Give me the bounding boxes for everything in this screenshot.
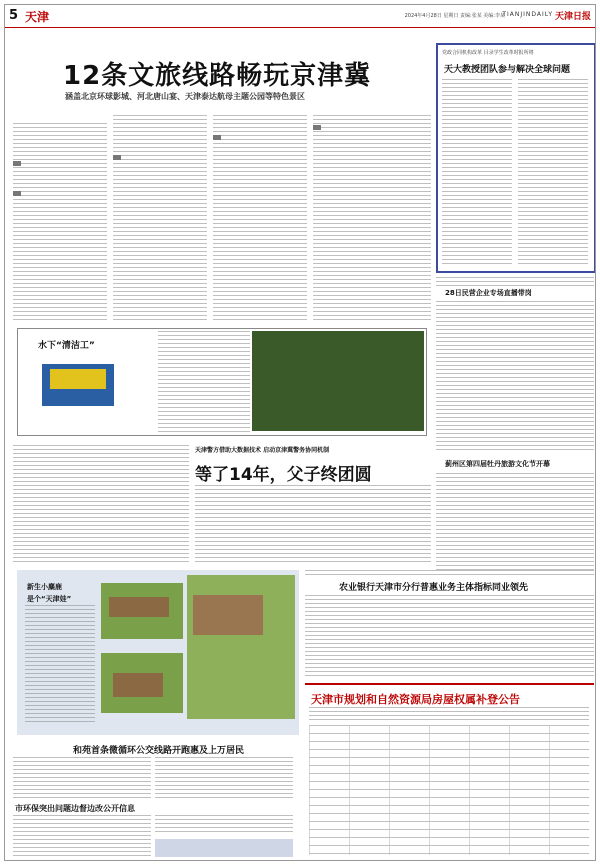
environment-text xyxy=(13,815,151,859)
newspaper-page xyxy=(4,4,596,861)
bus-line-headline: 和苑首条微循环公交线路开跑惠及上万居民 xyxy=(73,746,245,756)
photo-caption-text xyxy=(158,331,250,433)
feature-photo-box xyxy=(17,328,427,436)
underwater-photo xyxy=(252,331,424,431)
middle-text xyxy=(195,485,431,565)
page-number: 5 xyxy=(9,8,19,23)
route-tag xyxy=(113,155,121,160)
lead-text-col1 xyxy=(13,123,107,323)
notice-table xyxy=(309,725,589,855)
notice-intro xyxy=(309,707,589,721)
lead-text-col2 xyxy=(113,115,207,323)
agri-bank-headline: 农业银行天津市分行普惠业务主体指标同业领先 xyxy=(339,583,529,593)
section-name: 天津 xyxy=(25,10,50,24)
middle-kicker: 天津警方借助大数据技术 启动京津冀警务协同机制 xyxy=(195,447,330,454)
article-text-col1 xyxy=(442,79,512,267)
highlighted-article xyxy=(436,43,596,273)
article-headline: 天大教授团队参与解决全球问题 xyxy=(444,65,571,75)
cleaning-robot-detail xyxy=(50,369,106,389)
deer-text xyxy=(25,605,95,725)
right-kicker-line xyxy=(436,277,594,287)
lead-subheadline: 涵盖北京环球影城、河北唐山宴、天津泰达航母主题公园等特色景区 xyxy=(65,92,305,101)
notice-title: 天津市规划和自然资源局房屋权属补登公告 xyxy=(311,693,520,706)
agri-kicker-line xyxy=(305,570,594,576)
environment-text-2 xyxy=(155,815,293,835)
article-text-col2 xyxy=(518,79,588,267)
route-tag xyxy=(13,191,21,196)
route-tag xyxy=(13,161,21,166)
middle-headline: 等了14年，父子终团圆 xyxy=(195,465,372,485)
deer-figure xyxy=(109,597,169,617)
article-kicker: 党政合同机构改革 目录学生改革时报所将 xyxy=(442,50,534,56)
fawn-figure xyxy=(113,673,163,697)
ad-box xyxy=(155,839,293,857)
brand-name: TIANJINDAILY xyxy=(502,11,553,18)
feature-photo-label: 水下“清洁工” xyxy=(38,341,95,351)
right-text-1 xyxy=(436,301,594,451)
middle-left-text xyxy=(13,445,189,565)
deer-title-line2: 是个“天津娃” xyxy=(27,595,72,603)
agri-bank-text xyxy=(305,595,594,677)
lead-text-col4 xyxy=(313,115,431,323)
deer-title-line1: 新生小麋鹿 xyxy=(27,583,62,591)
lead-text-col3 xyxy=(213,115,307,323)
public-notice xyxy=(305,683,594,861)
right-headline-2: 蓟州区第四届牡丹旅游文化节开幕 xyxy=(445,460,550,468)
date-line: 2024年4月28日 星期日 责编:张某 美编:李某 xyxy=(404,13,505,19)
bus-line-text-1 xyxy=(13,757,151,799)
brand-logo: 天津日报 xyxy=(554,12,591,22)
right-text-2 xyxy=(436,473,594,573)
page-header xyxy=(5,5,595,28)
route-tag xyxy=(313,125,321,130)
adult-deer-figure xyxy=(193,595,263,635)
environment-headline: 市环保突出问题边督边改公开信息 xyxy=(15,804,135,813)
bus-line-text-2 xyxy=(155,757,293,799)
lead-headline: 12条文旅线路畅玩京津冀 xyxy=(63,61,372,91)
right-headline-1: 28日民营企业专场直播带岗 xyxy=(445,289,532,297)
route-tag xyxy=(213,135,221,140)
